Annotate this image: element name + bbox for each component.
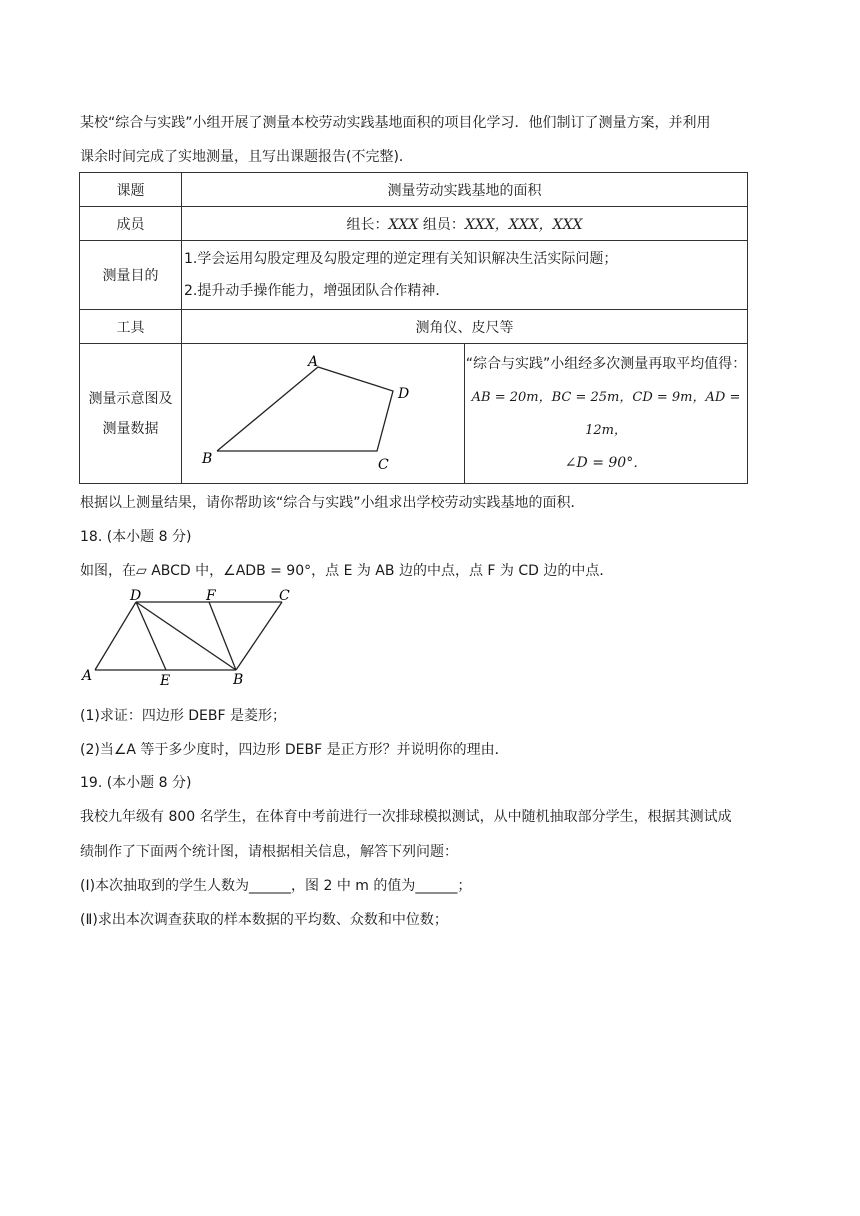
- vertex-label-f: F: [206, 588, 216, 604]
- parallelogram-lines: [95, 602, 282, 670]
- report-row-members: [80, 207, 748, 241]
- report-row-purpose: [80, 241, 748, 310]
- purpose-label: 测量目的: [80, 241, 182, 310]
- vertex-label-a2: A: [82, 668, 93, 684]
- members-value: [182, 207, 748, 241]
- tools-value: 测角仪、皮尺等: [182, 310, 748, 344]
- vertex-label-d2: D: [130, 588, 142, 604]
- parallelogram-abcd-figure: [76, 586, 306, 691]
- vertex-label-c2: C: [279, 588, 290, 604]
- vertex-label-e: E: [160, 673, 171, 689]
- members-group-prefix: 组员：: [418, 216, 465, 233]
- vertex-label-c: C: [378, 457, 389, 473]
- report-row-diagram: [80, 344, 748, 484]
- measurement-data: [465, 344, 748, 484]
- data-line-1: “综合与实践”小组经多次测量再取平均值得：: [465, 355, 747, 372]
- q17-conclusion: 根据以上测量结果，请你帮助该“综合与实践”小组求出学校劳动实践基地的面积．: [80, 495, 585, 511]
- quadrilateral-outline: [217, 367, 393, 451]
- report-row-topic: [80, 173, 748, 207]
- q18-part-2: (2)当∠A 等于多少度时，四边形 DEBF 是正方形？并说明你的理由．: [80, 742, 509, 758]
- intro-line-2: 课余时间完成了实地测量，且写出课题报告(不完整)．: [80, 149, 413, 165]
- data-line-3: ∠D = 90°．: [564, 454, 648, 471]
- q19-header: 19. (本小题 8 分): [80, 775, 192, 791]
- topic-value: 测量劳动实践基地的面积: [182, 173, 748, 207]
- topic-label: 课题: [80, 173, 182, 207]
- quadrilateral-abcd-figure: [182, 344, 429, 479]
- q19-line-1: 我校九年级有 800 名学生，在体育中考前进行一次排球模拟测试，从中随机抽取部分学生，根据其测试成: [80, 809, 732, 825]
- purpose-item-1: 1.学会运用勾股定理及勾股定理的逆定理有关知识解决生活实际问题；: [184, 251, 618, 267]
- q18-stem: 如图，在▱ ABCD 中，∠ADB = 90°，点 E 为 AB 边的中点，点 F 为 CD 边的中点．: [80, 563, 614, 579]
- members-label: 成员: [80, 207, 182, 241]
- report-table: [79, 172, 748, 484]
- vertex-label-a: A: [308, 354, 319, 370]
- diagram-label-line-1: 测量示意图及: [88, 390, 173, 407]
- data-line-2: AB = 20m，BC = 25m，CD = 9m，AD = 12m，: [471, 389, 741, 438]
- diagram-label: [80, 344, 182, 484]
- vertex-label-b: B: [202, 451, 213, 467]
- intro-line-1: 某校“综合与实践”小组开展了测量本校劳动实践基地面积的项目化学习．他们制订了测量方案，并利用: [80, 115, 711, 131]
- diagram-cell: [182, 344, 465, 484]
- members-leader-prefix: 组长：: [346, 216, 389, 233]
- members-leader: XXX: [388, 216, 419, 233]
- q18-header: 18. (本小题 8 分): [80, 529, 192, 545]
- report-row-tools: [80, 310, 748, 344]
- vertex-label-b2: B: [233, 672, 244, 688]
- purpose-list: [182, 241, 748, 310]
- members-group: XXX，XXX，XXX: [464, 216, 583, 233]
- vertex-label-d: D: [398, 386, 410, 402]
- q18-part-1: (1)求证：四边形 DEBF 是菱形；: [80, 708, 287, 724]
- diagram-label-line-2: 测量数据: [102, 420, 159, 437]
- q19-part-1: (Ⅰ)本次抽取到的学生人数为______，图 2 中 m 的值为______；: [80, 878, 472, 894]
- tools-label: 工具: [80, 310, 182, 344]
- purpose-item-2: 2.提升动手操作能力，增强团队合作精神．: [184, 283, 450, 299]
- q19-part-2: (Ⅱ)求出本次调查获取的样本数据的平均数、众数和中位数；: [80, 912, 448, 928]
- q19-line-2: 绩制作了下面两个统计图，请根据相关信息，解答下列问题：: [80, 844, 458, 860]
